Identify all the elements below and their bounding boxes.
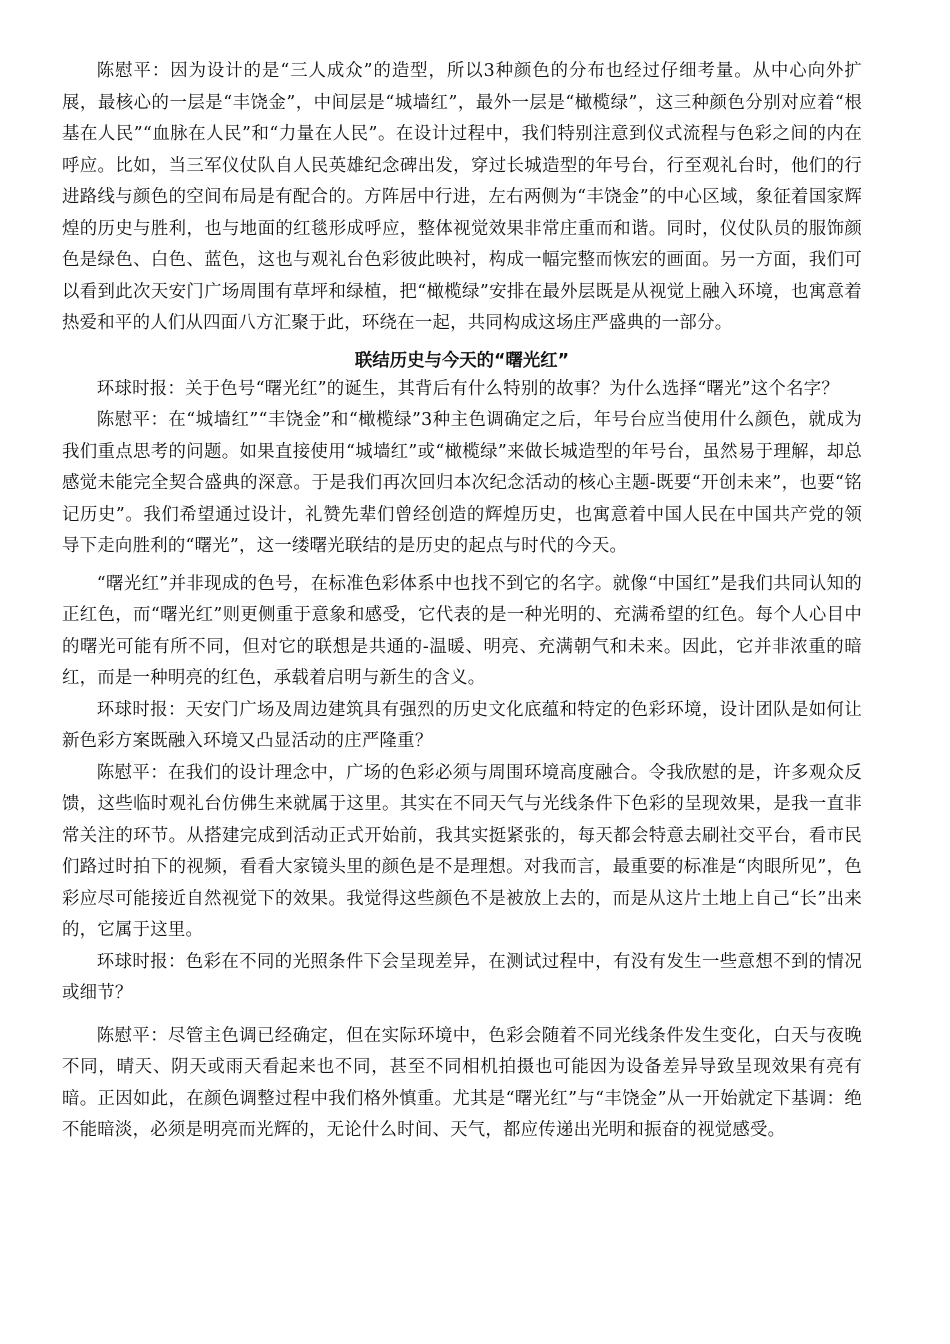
section-heading: 联结历史与今天的“曙光红” — [354, 350, 570, 371]
question-paragraph: 环球时报：色彩在不同的光照条件下会呈现差异，在测试过程中，有没有发生一些意想不到的情况或细节？ — [62, 951, 862, 1003]
answer-paragraph: 陈慰平：在“城墙红”“丰饶金”和“橄榄绿”3种主色调确定之后，年号台应当使用什么颜色，就成为我们重点思考的问题。如果直接使用“城墙红”或“橄榄绿”来做长城造型的年号台，虽然易于理解，却总感觉未能完全契合盛典的深意。于是我们再次回归本次纪念活动的核心主题-既要“开创未来”，也要“铭记历史”。我们希望通过设计，礼赞先辈们曾经创造的辉煌历史，也寓意着中国人民在中国共产党的领导下走向胜利的“曙光”，这一缕曙光联结的是历史的起点与时代的今天。 — [62, 410, 862, 556]
article-body — [62, 56, 862, 1147]
answer-paragraph: 陈慰平：在我们的设计理念中，广场的色彩必须与周围环境高度融合。令我欣慰的是，许多观众反馈，这些临时观礼台仿佛生来就属于这里。其实在不同天气与光线条件下色彩的呈现效果，是我一直非常关注的环节。从搭建完成到活动正式开始前，我其实挺紧张的，每天都会特意去刷社交平台，看市民们路过时拍下的视频，看看大家镜头里的颜色是不是理想。对我而言，最重要的标准是“肉眼所见”，色彩应尽可能接近自然视觉下的效果。我觉得这些颜色不是被放上去的，而是从这片土地上自己“长”出来的，它属于这里。 — [62, 762, 862, 940]
question-paragraph: 环球时报：天安门广场及周边建筑具有强烈的历史文化底蕴和特定的色彩环境，设计团队是如何让新色彩方案既融入环境又凸显活动的庄严隆重？ — [62, 699, 862, 751]
answer-paragraph: 陈慰平：尽管主色调已经确定，但在实际环境中，色彩会随着不同光线条件发生变化，白天与夜晚不同，晴天、阴天或雨天看起来也不同，甚至不同相机拍摄也可能因为设备差异导致呈现效果有亮有暗。正因如此，在颜色调整过程中我们格外慎重。尤其是“曙光红”与“丰饶金”从一开始就定下基调：绝不能暗淡，必须是明亮而光辉的，无论什么时间、天气，都应传递出光明和振奋的视觉感受。 — [62, 1025, 862, 1140]
answer-paragraph: “曙光红”并非现成的色号，在标准色彩体系中也找不到它的名字。就像“中国红”是我们共同认知的正红色，而“曙光红”则更侧重于意象和感受，它代表的是一种光明的、充满希望的红色。每个人心目中的曙光可能有所不同，但对它的联想是共通的-温暖、明亮、充满朝气和未来。因此，它并非浓重的暗红，而是一种明亮的红色，承载着启明与新生的含义。 — [62, 573, 862, 688]
question-paragraph: 环球时报：关于色号“曙光红”的诞生，其背后有什么特别的故事？为什么选择“曙光”这个名字？ — [96, 378, 839, 399]
answer-paragraph: 陈慰平：因为设计的是“三人成众”的造型，所以3种颜色的分布也经过仔细考量。从中心向外扩展，最核心的一层是“丰饶金”，中间层是“城墙红”，最外一层是“橄榄绿”，这三种颜色分别对应着“根基在人民”“血脉在人民”和“力量在人民”。在设计过程中，我们特别注意到仪式流程与色彩之间的内在呼应。比如，当三军仪仗队自人民英雄纪念碑出发，穿过长城造型的年号台，行至观礼台时，他们的行进路线与颜色的空间布局是有配合的。方阵居中行进，左右两侧为“丰饶金”的中心区域，象征着国家辉煌的历史与胜利，也与地面的红毯形成呼应，整体视觉效果非常庄重而和谐。同时，仪仗队员的服饰颜色是绿色、白色、蓝色，这也与观礼台色彩彼此映衬，构成一幅完整而恢宏的画面。另一方面，我们可以看到此次天安门广场周围有草坪和绿植，把“橄榄绿”安排在最外层既是从视觉上融入环境，也寓意着热爱和平的人们从四面八方汇聚于此，环绕在一起，共同构成这场庄严盛典的一部分。 — [62, 61, 862, 333]
